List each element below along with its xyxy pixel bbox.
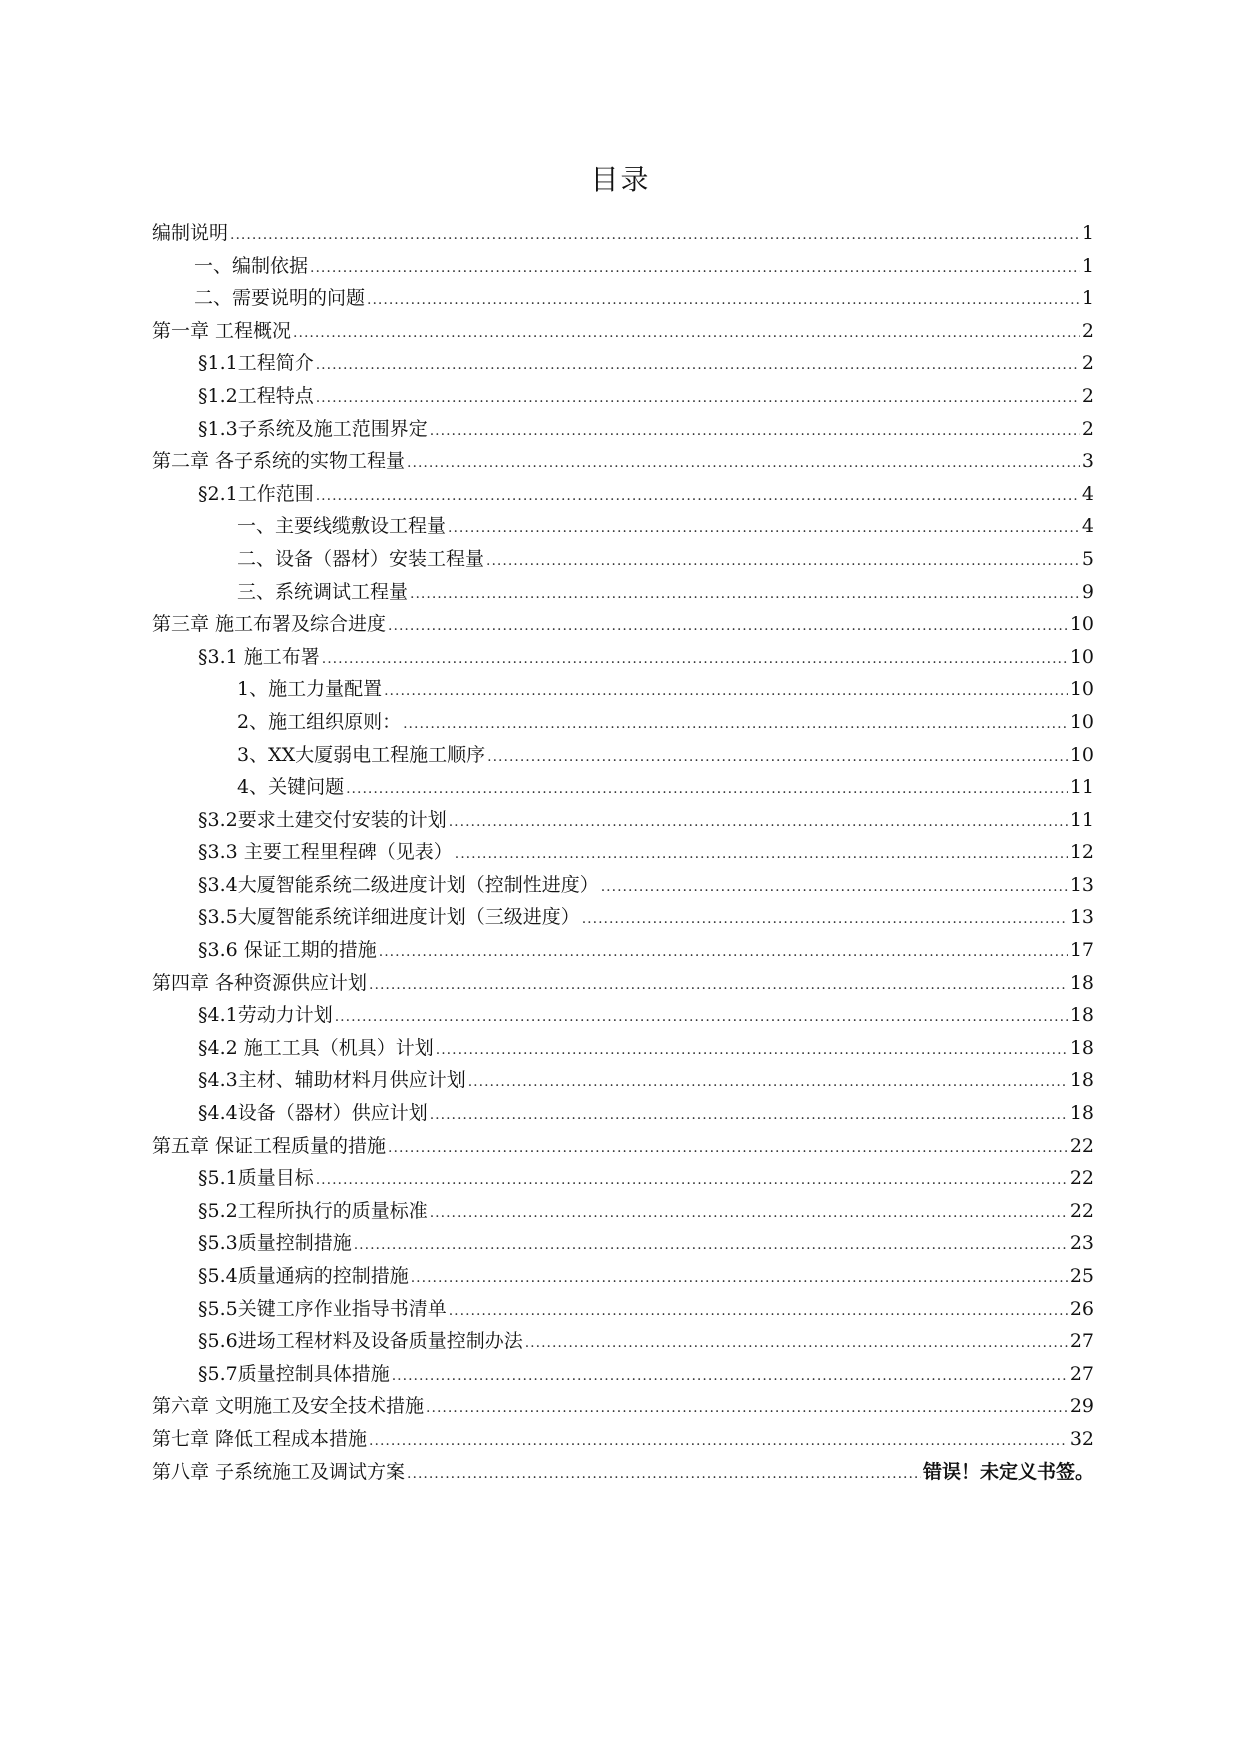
toc-page-number: 5 [1081, 547, 1094, 570]
toc-page-number: 27 [1069, 1362, 1094, 1385]
toc-entry-text: §3.2要求土建交付安装的计划 [198, 808, 447, 831]
toc-entry[interactable] [152, 315, 1094, 348]
toc-dot-leader [369, 969, 1068, 1002]
toc-dot-leader [316, 349, 1080, 382]
toc-page-number: 10 [1069, 645, 1094, 668]
toc-page-number: 2 [1081, 384, 1094, 407]
toc-entry-text: §5.1质量目标 [198, 1167, 314, 1190]
toc-page-number: 18 [1069, 1069, 1094, 1092]
toc-entry-text: 第八章 子系统施工及调试方案 [152, 1460, 406, 1483]
toc-entry[interactable] [152, 1358, 1094, 1391]
toc-entry[interactable] [152, 608, 1094, 641]
toc-entry[interactable] [152, 217, 1094, 250]
toc-page-number: 10 [1069, 743, 1094, 766]
toc-page-number: 26 [1069, 1297, 1094, 1320]
toc-entry-text: 第五章 保证工程质量的措施 [152, 1134, 387, 1157]
toc-entry-text: 二、需要说明的问题 [194, 287, 366, 310]
toc-entry-text: 3、XX大厦弱电工程施工顺序 [237, 743, 486, 766]
toc-dot-leader [448, 512, 1080, 545]
toc-dot-leader [293, 317, 1080, 350]
toc-entry[interactable] [152, 543, 1094, 576]
toc-page-number: 23 [1069, 1232, 1094, 1255]
toc-page-number: 25 [1069, 1265, 1094, 1287]
toc-entry-text: 第三章 施工布署及综合进度 [152, 613, 387, 636]
toc-entry-text: §5.4质量通病的控制措施 [198, 1265, 409, 1287]
toc-entry[interactable] [152, 869, 1094, 902]
toc-dot-leader [436, 1034, 1068, 1067]
toc-entry-text: §3.5大厦智能系统详细进度计划（三级进度） [198, 906, 580, 929]
toc-dot-leader [410, 578, 1080, 611]
toc-entry-text: §5.6进场工程材料及设备质量控制办法 [198, 1330, 523, 1353]
toc-dot-leader [455, 838, 1068, 871]
toc-entry[interactable] [152, 901, 1094, 934]
toc-page-number: 18 [1069, 1036, 1094, 1059]
toc-dot-leader [486, 545, 1080, 578]
toc-entry[interactable] [152, 445, 1094, 478]
toc-dot-leader [335, 1001, 1068, 1034]
toc-page-number: 2 [1081, 319, 1094, 342]
toc-entry[interactable] [152, 999, 1094, 1032]
toc-entry-text: §5.5关键工序作业指导书清单 [198, 1297, 447, 1320]
toc-entry-text: §4.2 施工工具（机具）计划 [198, 1036, 434, 1059]
toc-dot-leader [367, 284, 1080, 317]
toc-page-number: 18 [1069, 971, 1094, 994]
toc-entry[interactable] [152, 413, 1094, 446]
toc-entry[interactable] [152, 1162, 1094, 1195]
toc-entry-text: 第一章 工程概况 [152, 319, 292, 342]
toc-entry-text: 1、施工力量配置 [237, 678, 383, 701]
toc-entry-text: §3.4大厦智能系统二级进度计划（控制性进度） [198, 873, 599, 896]
toc-page-number: 22 [1069, 1134, 1094, 1157]
toc-entry[interactable] [152, 1097, 1094, 1130]
toc-entry[interactable] [152, 641, 1094, 674]
toc-entry[interactable] [152, 1130, 1094, 1163]
toc-page-number: 13 [1069, 873, 1094, 896]
toc-dot-leader [449, 806, 1068, 839]
toc-page-number: 29 [1069, 1395, 1094, 1418]
toc-entry-text: 4、关键问题 [237, 776, 345, 799]
toc-dot-leader [230, 219, 1080, 252]
toc-page-number: 3 [1081, 450, 1094, 473]
toc-page-number: 4 [1081, 482, 1094, 505]
toc-page-number: 9 [1081, 580, 1094, 603]
toc-page-number: 2 [1081, 417, 1094, 440]
toc-page-number: 22 [1069, 1167, 1094, 1190]
toc-page-number: 10 [1069, 678, 1094, 701]
toc-entry[interactable] [152, 673, 1094, 706]
toc-error-message: 错误！未定义书签。 [922, 1460, 1094, 1483]
toc-entry-text: §3.6 保证工期的措施 [198, 939, 377, 962]
toc-page-number: 27 [1069, 1330, 1094, 1353]
toc-dot-leader [384, 675, 1068, 708]
toc-page-number: 1 [1081, 254, 1094, 277]
toc-entry-text: 第六章 文明施工及安全技术措施 [152, 1395, 425, 1418]
toc-dot-leader [426, 1392, 1068, 1425]
toc-dot-leader [379, 936, 1068, 969]
toc-entry-text: 二、设备（器材）安装工程量 [237, 547, 485, 570]
toc-title: 目录 [590, 163, 651, 196]
toc-entry-text: 第四章 各种资源供应计划 [152, 971, 368, 994]
toc-dot-leader [316, 1164, 1068, 1197]
toc-page-number: 11 [1069, 808, 1094, 831]
toc-dot-leader [388, 1132, 1068, 1165]
toc-entry[interactable] [152, 706, 1094, 739]
toc-entry[interactable] [152, 1064, 1094, 1097]
toc-entry-text: 一、主要线缆敷设工程量 [237, 515, 447, 538]
toc-entry-text: §5.2工程所执行的质量标准 [198, 1199, 428, 1222]
toc-entry-text: §1.1工程简介 [198, 352, 314, 375]
toc-entry[interactable] [152, 1227, 1094, 1260]
toc-dot-leader [525, 1327, 1068, 1360]
toc-entry[interactable] [152, 967, 1094, 1000]
toc-entry[interactable] [152, 510, 1094, 543]
toc-page-number: 17 [1069, 939, 1094, 962]
toc-page-number: 10 [1069, 710, 1094, 733]
toc-entry[interactable] [152, 282, 1094, 315]
toc-entry-text: 三、系统调试工程量 [237, 580, 409, 603]
toc-entry[interactable] [152, 1325, 1094, 1358]
toc-page-number: 1 [1081, 222, 1094, 244]
toc-entry-text: 编制说明 [152, 222, 229, 244]
toc-page-number: 22 [1069, 1199, 1094, 1222]
toc-entry[interactable] [152, 1260, 1094, 1293]
toc-dot-leader [310, 252, 1080, 285]
toc-page-number: 18 [1069, 1004, 1094, 1027]
toc-dot-leader [316, 382, 1080, 415]
toc-entry-text: §3.1 施工布署 [198, 645, 320, 668]
toc-entry[interactable] [152, 250, 1094, 283]
toc-page-number: 32 [1069, 1427, 1094, 1450]
toc-dot-leader [487, 741, 1068, 774]
toc-dot-leader [354, 1229, 1068, 1262]
toc-entry[interactable] [152, 478, 1094, 511]
toc-dot-leader [411, 1262, 1068, 1295]
toc-dot-leader [403, 708, 1068, 741]
toc-entry[interactable] [152, 380, 1094, 413]
toc-dot-leader [322, 643, 1068, 676]
toc-entry[interactable] [152, 576, 1094, 609]
toc-dot-leader [407, 1458, 921, 1491]
toc-page-number: 4 [1081, 515, 1094, 538]
toc-dot-leader [346, 773, 1068, 806]
toc-dot-leader [449, 1295, 1068, 1328]
toc-entry[interactable] [152, 1390, 1094, 1423]
toc-page-number: 2 [1081, 352, 1094, 375]
toc-page-number: 13 [1069, 906, 1094, 929]
toc-dot-leader [407, 447, 1080, 480]
toc-page-number: 12 [1069, 841, 1094, 864]
toc-entry[interactable] [152, 771, 1094, 804]
toc-entry-text: §4.1劳动力计划 [198, 1004, 333, 1027]
toc-entry-text: §3.3 主要工程里程碑（见表） [198, 841, 453, 864]
toc-dot-leader [430, 1099, 1068, 1132]
toc-entry[interactable] [152, 836, 1094, 869]
toc-entry[interactable] [152, 1032, 1094, 1065]
toc-entry[interactable] [152, 1195, 1094, 1228]
toc-entry-text: 第二章 各子系统的实物工程量 [152, 450, 406, 473]
toc-dot-leader [316, 480, 1080, 513]
toc-entry[interactable] [152, 1456, 1094, 1489]
toc-dot-leader [388, 610, 1068, 643]
toc-dot-leader [601, 871, 1068, 904]
toc-entry[interactable] [152, 1423, 1094, 1456]
toc-entry[interactable] [152, 347, 1094, 380]
toc-page-number: 11 [1069, 776, 1094, 799]
toc-entry-text: 第七章 降低工程成本措施 [152, 1427, 368, 1450]
toc-entry-text: §4.3主材、辅助材料月供应计划 [198, 1069, 466, 1092]
toc-entry-text: §1.3子系统及施工范围界定 [198, 417, 428, 440]
toc-entry-text: §5.3质量控制措施 [198, 1232, 352, 1255]
toc-entry-text: §2.1工作范围 [198, 482, 314, 505]
toc-page-number: 1 [1081, 287, 1094, 310]
toc-entry[interactable] [152, 934, 1094, 967]
toc-entry-text: §1.2工程特点 [198, 384, 314, 407]
toc-entry-text: §5.7质量控制具体措施 [198, 1362, 390, 1385]
toc-dot-leader [392, 1360, 1068, 1393]
toc-entry[interactable] [152, 739, 1094, 772]
toc-page-number: 18 [1069, 1102, 1094, 1125]
toc-page-number: 10 [1069, 613, 1094, 636]
toc-dot-leader [430, 1197, 1068, 1230]
toc-entry-text: 一、编制依据 [194, 254, 309, 277]
toc-entry-text: §4.4设备（器材）供应计划 [198, 1102, 428, 1125]
toc-list [152, 217, 1094, 1488]
toc-entry[interactable] [152, 804, 1094, 837]
toc-dot-leader [369, 1425, 1068, 1458]
toc-entry[interactable] [152, 1293, 1094, 1326]
toc-dot-leader [430, 415, 1080, 448]
toc-dot-leader [582, 903, 1068, 936]
toc-dot-leader [468, 1066, 1068, 1099]
toc-entry-text: 2、施工组织原则： [237, 710, 402, 733]
